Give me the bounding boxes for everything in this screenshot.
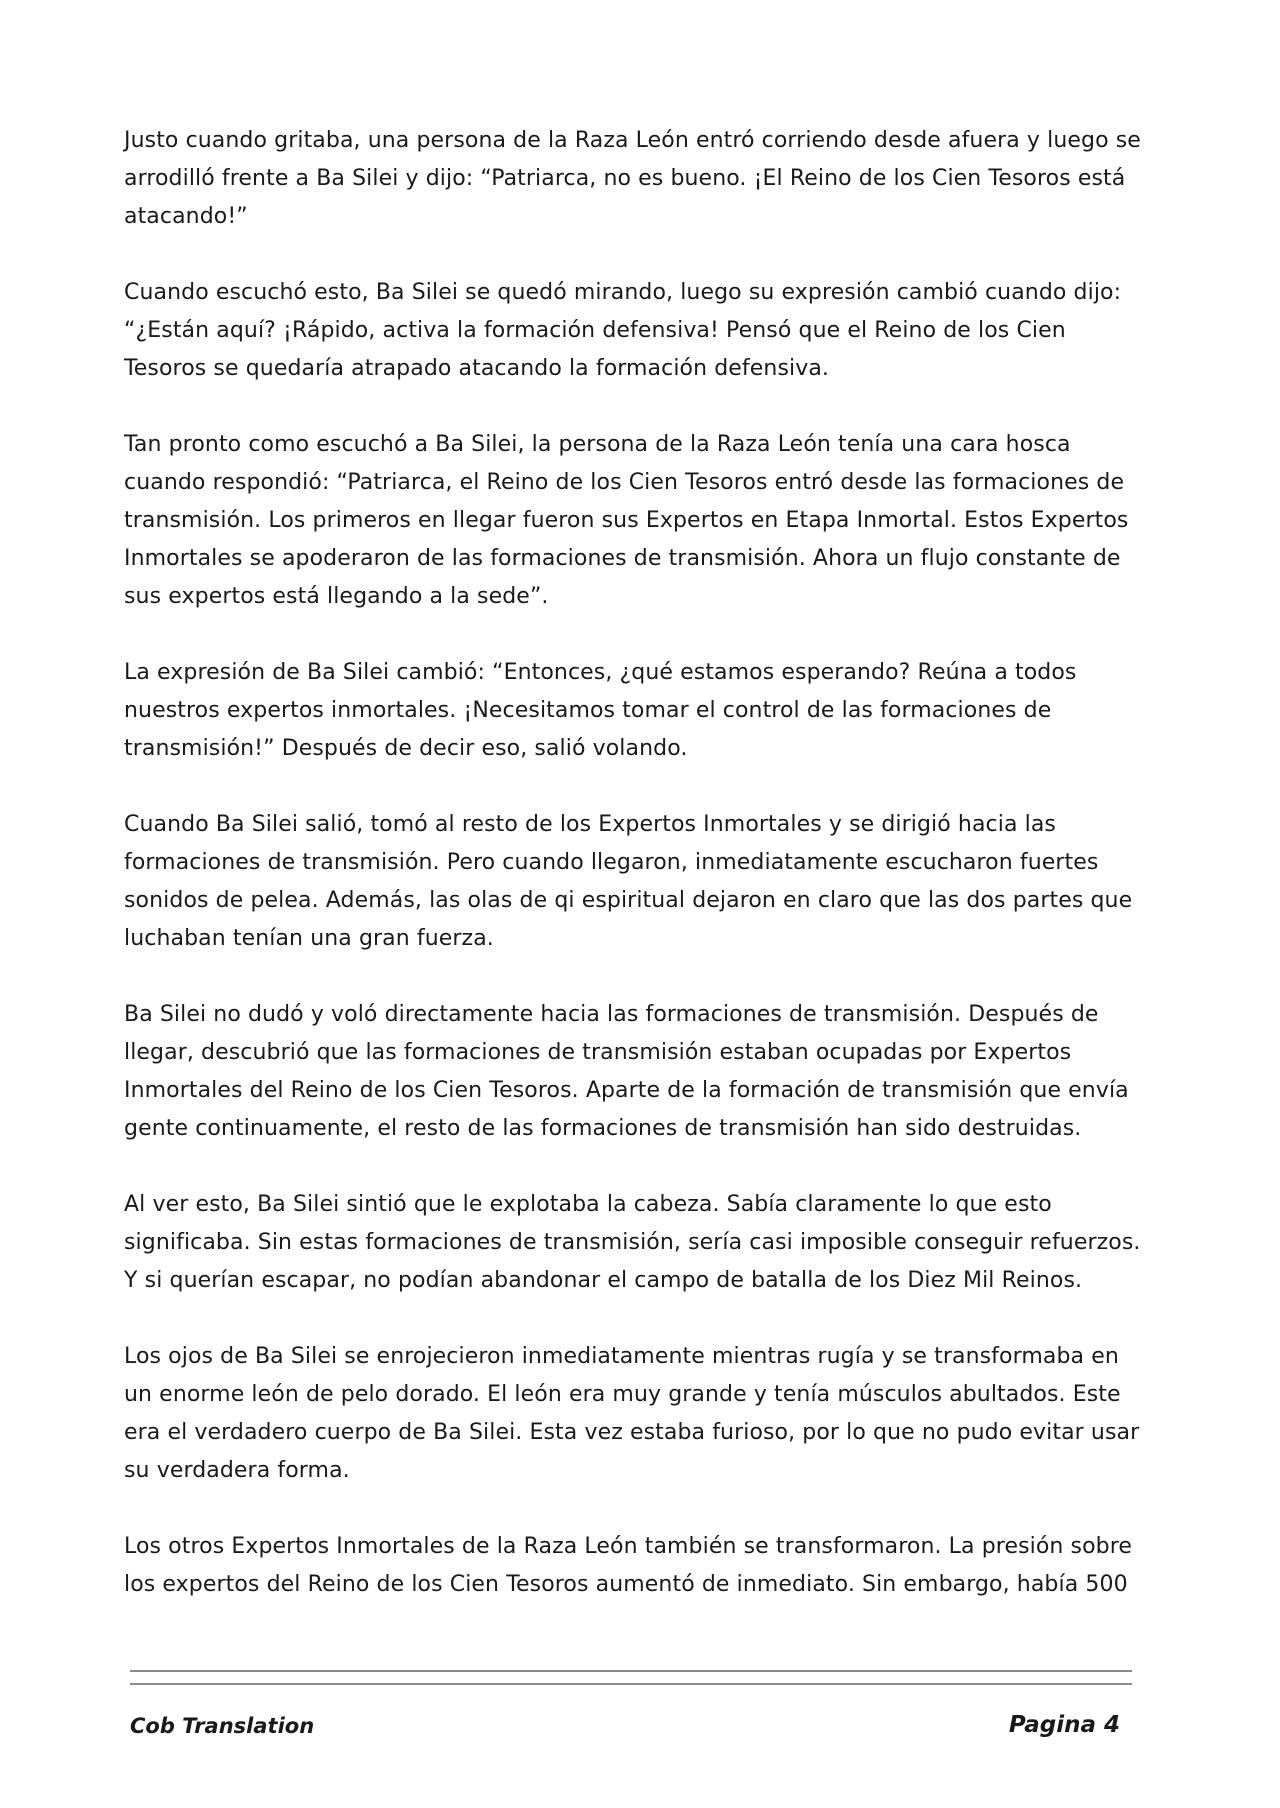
paragraph-6: Ba Silei no dudó y voló directamente hacia las formaciones de transmisión. Después de llegar, descubrió que las formaciones de transmisión estaban ocupadas por Expertos Inmortales del Reino de los Cien Tesoros. Aparte de la formación de transmisión que envía gente continuamente, el resto de las formaciones de transmisión han sido destruidas. xyxy=(124,1002,1129,1141)
paragraph-5: Cuando Ba Silei salió, tomó al resto de los Expertos Inmortales y se dirigió hacia las formaciones de transmisión. Pero cuando llegaron, inmediatamente escucharon fuertes sonidos de pelea. Además, las olas de qi espiritual dejaron en claro que las dos partes que luchaban tenían una gran fuerza. xyxy=(124,812,1133,951)
body-text xyxy=(124,122,1154,1642)
paragraph-2: Cuando escuchó esto, Ba Silei se quedó mirando, luego su expresión cambió cuando dijo: “¿Están aquí? ¡Rápido, activa la formación defensiva! Pensó que el Reino de los Cien Tesoros se quedaría atrapado atacando la formación defensiva. xyxy=(124,280,1122,381)
footer-page-number: Pagina 4 xyxy=(1008,1712,1120,1738)
paragraph-9: Los otros Expertos Inmortales de la Raza León también se transformaron. La presión sobre los expertos del Reino de los Cien Tesoros aumentó de inmediato. Sin embargo, había 500 xyxy=(124,1534,1133,1597)
paragraph-3: Tan pronto como escuchó a Ba Silei, la persona de la Raza León tenía una cara hosca cuando respondió: “Patriarca, el Reino de los Cien Tesoros entró desde las formaciones de transmisión. Los primeros en llegar fueron sus Expertos en Etapa Inmortal. Estos Expertos Inmortales se apoderaron de las formaciones de transmisión. Ahora un flujo constante de sus expertos está llegando a la sede”. xyxy=(124,432,1129,609)
footer-divider-bottom xyxy=(130,1683,1132,1685)
footer-divider-top xyxy=(130,1670,1132,1672)
paragraph-7: Al ver esto, Ba Silei sintió que le explotaba la cabeza. Sabía claramente lo que esto significaba. Sin estas formaciones de transmisión, sería casi imposible conseguir refuerzos. Y si querían escapar, no podían abandonar el campo de batalla de los Diez Mil Reinos. xyxy=(124,1192,1141,1293)
paragraph-4: La expresión de Ba Silei cambió: “Entonces, ¿qué estamos esperando? Reúna a todos nuestros expertos inmortales. ¡Necesitamos tomar el control de las formaciones de transmisión!” Después de decir eso, salió volando. xyxy=(124,660,1077,761)
footer-translator-name: Cob Translation xyxy=(130,1714,315,1738)
paragraph-8: Los ojos de Ba Silei se enrojecieron inmediatamente mientras rugía y se transformaba en un enorme león de pelo dorado. El león era muy grande y tenía músculos abultados. Este era el verdadero cuerpo de Ba Silei. Esta vez estaba furioso, por lo que no pudo evitar usar su verdadera forma. xyxy=(124,1344,1140,1483)
paragraph-1: Justo cuando gritaba, una persona de la Raza León entró corriendo desde afuera y luego se arrodilló frente a Ba Silei y dijo: “Patriarca, no es bueno. ¡El Reino de los Cien Tesoros está atacando!” xyxy=(124,128,1141,229)
